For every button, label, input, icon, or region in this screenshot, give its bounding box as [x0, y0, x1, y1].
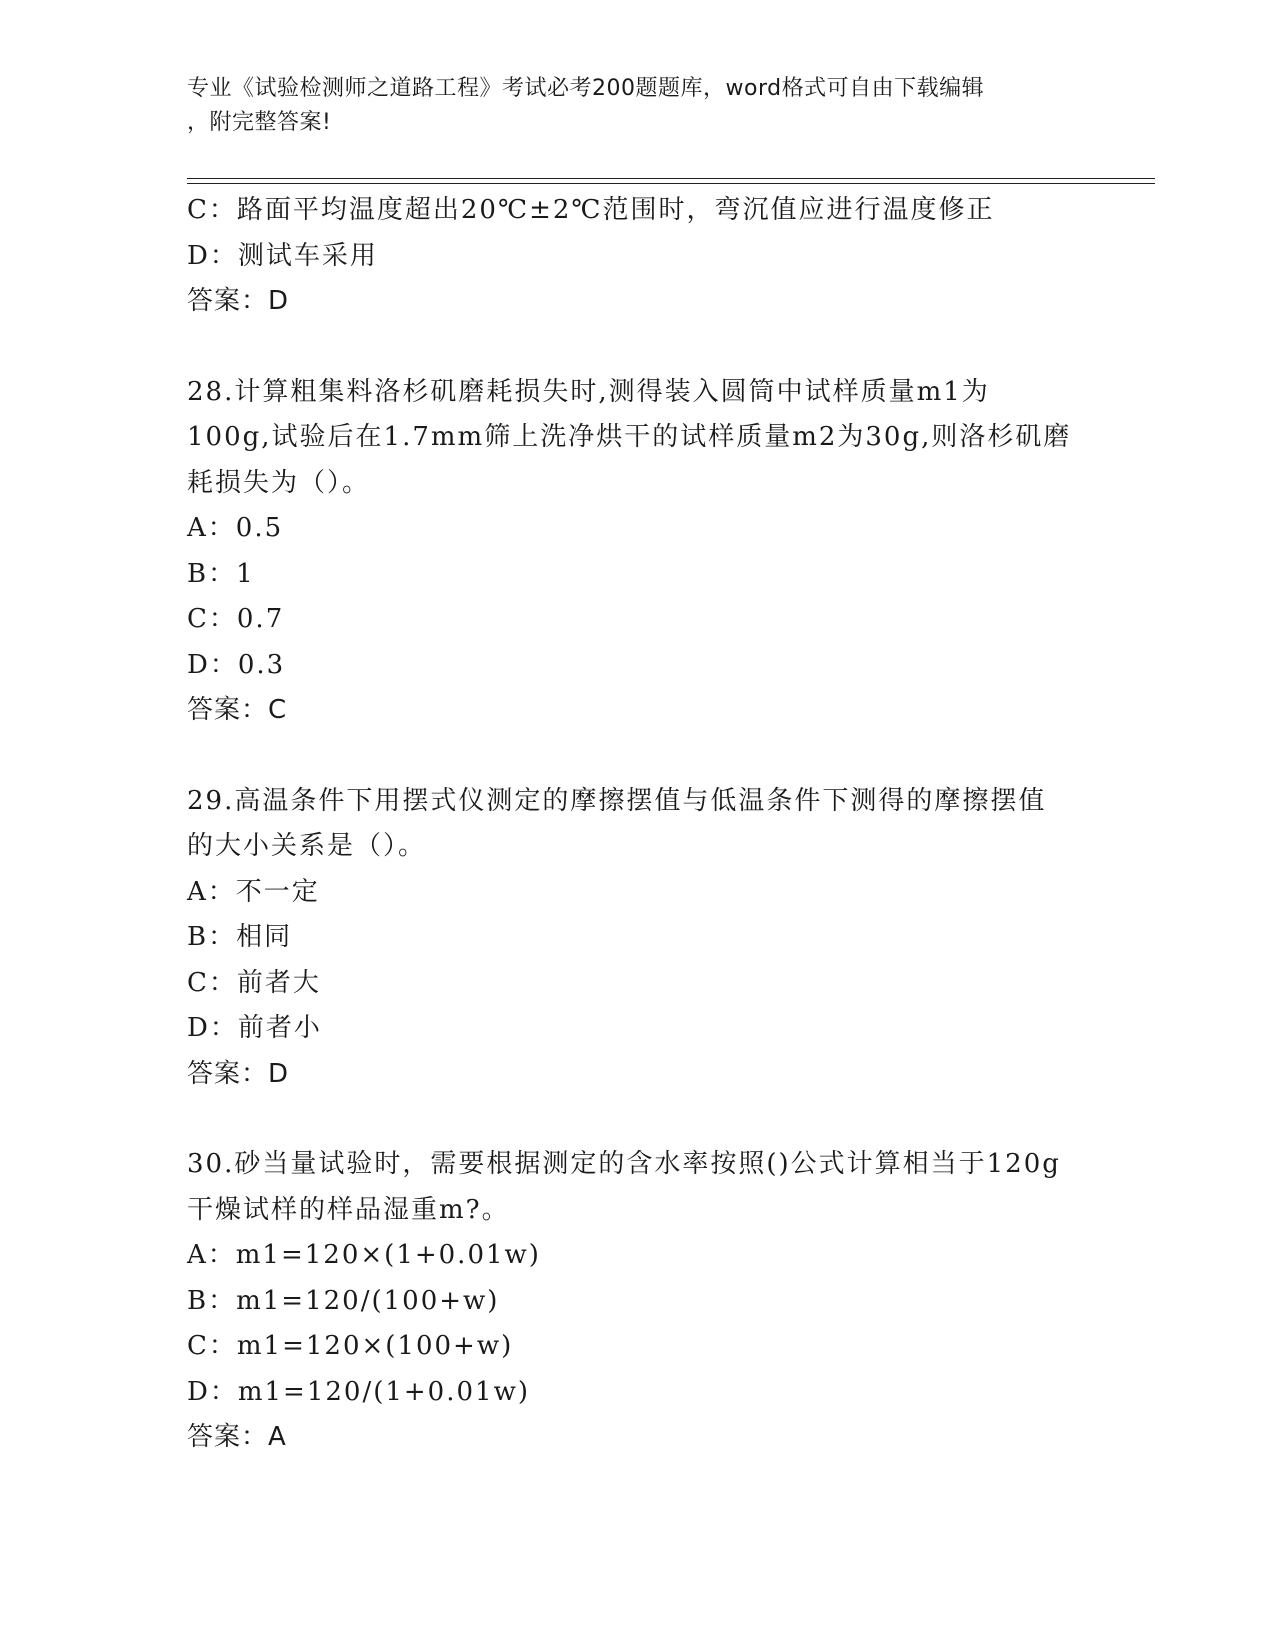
option-a: A：不一定: [187, 876, 320, 907]
option-b: B：m1=120/(100+w): [187, 1285, 500, 1316]
option-a: A：m1=120×(1+0.01w): [187, 1240, 541, 1270]
question-28: [187, 370, 1097, 734]
answer-line: 答案：C: [187, 695, 288, 725]
header-line-2: ，附完整答案!: [187, 110, 332, 135]
question-stem-line: 耗损失为（）。: [187, 467, 371, 498]
header-divider-top: [187, 178, 1155, 179]
question-27-continuation: [187, 188, 1097, 325]
option-a: A：0.5: [187, 513, 284, 543]
answer-line: 答案：A: [187, 1422, 287, 1452]
document-header: [187, 72, 1067, 140]
question-stem-line: 的大小关系是（）。: [187, 831, 427, 861]
answer-line: 答案：D: [187, 286, 290, 316]
question-stem-line: 100g,试验后在1.7mm筛上洗净烘干的试样质量m2为30g,则洛杉矶磨: [187, 422, 1072, 452]
answer-line: 答案：D: [187, 1058, 290, 1089]
question-stem-line: 干燥试样的样品湿重m?。: [187, 1194, 510, 1225]
option-c: C：路面平均温度超出20℃±2℃范围时，弯沉值应进行温度修正: [187, 195, 995, 225]
option-d: D：前者小: [187, 1013, 322, 1043]
option-b: B：相同: [187, 922, 293, 952]
question-stem-line: 29.高温条件下用摆式仪测定的摩擦摆值与低温条件下测得的摩擦摆值: [187, 785, 1047, 816]
question-stem-line: 30.砂当量试验时，需要根据测定的含水率按照()公式计算相当于120g: [187, 1149, 1061, 1179]
question-30: [187, 1142, 1097, 1461]
question-list: [187, 188, 1097, 1461]
option-c: C：前者大: [187, 967, 321, 998]
option-d: D：测试车采用: [187, 240, 378, 271]
question-29: [187, 779, 1097, 1098]
option-c: C：0.7: [187, 604, 285, 634]
option-c: C：m1=120×(100+w): [187, 1331, 514, 1361]
option-d: D：0.3: [187, 649, 286, 680]
option-d: D：m1=120/(1+0.01w): [187, 1376, 530, 1407]
option-b: B：1: [187, 558, 255, 589]
header-line-1: 专业《试验检测师之道路工程》考试必考200题题库，word格式可自由下载编辑: [187, 76, 985, 101]
header-divider-bottom: [187, 183, 1155, 184]
question-stem-line: 28.计算粗集料洛杉矶磨耗损失时,测得装入圆筒中试样质量m1为: [187, 376, 990, 407]
